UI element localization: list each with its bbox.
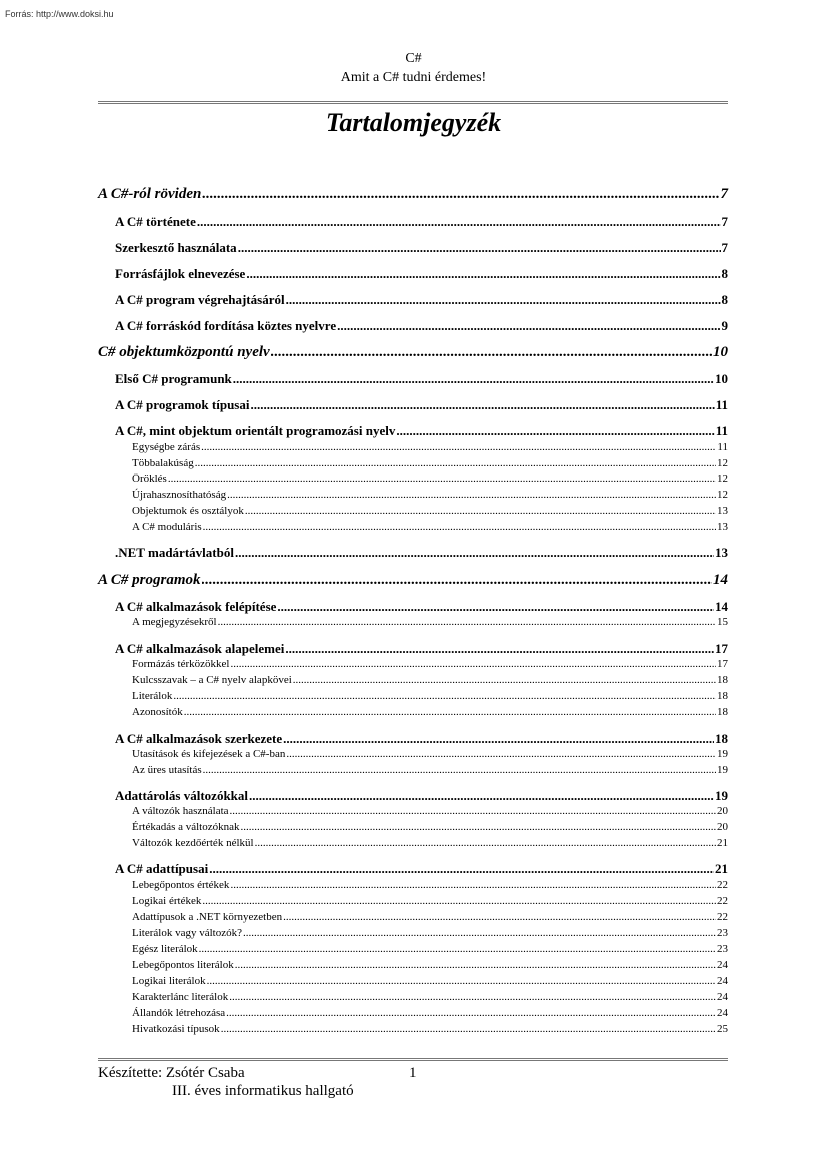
toc-entry[interactable] — [132, 805, 728, 817]
toc-entry-title: A megjegyzésekről — [132, 616, 217, 628]
toc-entry-title: Formázás térközökkel — [132, 658, 230, 670]
toc-entry[interactable] — [115, 599, 728, 615]
toc-entry-title: A C# moduláris — [132, 521, 202, 533]
toc-entry[interactable] — [132, 837, 728, 849]
toc-entry-page: 19 — [715, 788, 728, 803]
toc-leader-dots — [207, 975, 716, 987]
toc-entry-title: Újrahasznosíthatóság — [132, 489, 227, 501]
toc-entry-page: 11 — [717, 441, 728, 453]
toc-entry-page: 23 — [717, 943, 728, 955]
toc-entry-page: 7 — [721, 240, 728, 255]
toc-entry-title: Azonosítók — [132, 706, 183, 718]
toc-leader-dots — [227, 489, 716, 501]
header-subtitle: Amit a C# tudni érdemes! — [340, 70, 487, 85]
toc-entry-title: Egységbe zárás — [132, 441, 201, 453]
toc-entry-title: Lebegőpontos literálok — [132, 959, 234, 971]
toc-leader-dots — [230, 658, 716, 670]
toc-leader-dots — [286, 292, 721, 308]
toc-entry[interactable] — [132, 441, 728, 453]
toc-entry[interactable] — [115, 266, 728, 282]
toc-leader-dots — [173, 690, 716, 702]
toc-entry[interactable] — [132, 706, 728, 718]
toc-entry-page: 18 — [715, 731, 728, 746]
toc-entry[interactable] — [132, 1007, 728, 1019]
toc-leader-dots — [235, 545, 714, 561]
toc-leader-dots — [277, 599, 714, 615]
toc-entry-title: A C#, mint objektum orientált programozási nyelv — [115, 423, 396, 438]
toc-entry[interactable] — [132, 911, 728, 923]
toc-leader-dots — [243, 927, 716, 939]
toc-entry-title: Állandók létrehozása — [132, 1007, 226, 1019]
footer-role: III. éves informatikus hallgató — [172, 1083, 354, 1099]
toc-entry[interactable] — [132, 764, 728, 776]
toc-entry-title: Az üres utasítás — [132, 764, 202, 776]
toc-leader-dots — [255, 837, 716, 849]
toc-entry-page: 20 — [717, 805, 728, 817]
toc-entry-page: 12 — [717, 489, 728, 501]
toc-entry[interactable] — [132, 821, 728, 833]
toc-entry-page: 17 — [715, 641, 728, 656]
toc-leader-dots — [250, 397, 714, 413]
toc-leader-dots — [202, 186, 719, 203]
toc-entry-title: Szerkesztő használata — [115, 240, 237, 255]
toc-entry-page: 10 — [713, 344, 728, 360]
toc-entry[interactable] — [115, 731, 728, 747]
toc-entry-title: Literálok — [132, 690, 173, 702]
toc-leader-dots — [337, 318, 720, 334]
header-title: C# — [405, 51, 422, 66]
toc-entry[interactable] — [132, 943, 728, 955]
toc-entry-title: Értékadás a változóknak — [132, 821, 240, 833]
toc-leader-dots — [197, 214, 721, 230]
toc-entry[interactable] — [132, 748, 728, 760]
toc-leader-dots — [241, 821, 716, 833]
toc-entry[interactable] — [115, 423, 728, 439]
toc-entry-page: 18 — [717, 706, 728, 718]
toc-entry-page: 24 — [717, 991, 728, 1003]
toc-entry-title: A C# alkalmazások szerkezete — [115, 731, 283, 746]
toc-entry[interactable] — [115, 397, 728, 413]
toc-entry-page: 11 — [715, 423, 728, 438]
toc-entry-page: 21 — [715, 861, 728, 876]
toc-entry-page: 14 — [715, 599, 728, 614]
toc-entry-title: Egész literálok — [132, 943, 198, 955]
source-url: Forrás: http://www.doksi.hu — [5, 9, 114, 19]
toc-leader-dots — [249, 788, 714, 804]
toc-leader-dots — [396, 423, 714, 439]
toc-entry-page: 19 — [717, 764, 728, 776]
toc-leader-dots — [246, 266, 720, 282]
toc-entry-page: 13 — [717, 521, 728, 533]
toc-entry-page: 8 — [721, 292, 728, 307]
toc-entry-page: 13 — [717, 505, 728, 517]
toc-entry-title: A C# története — [115, 214, 196, 229]
toc-leader-dots — [230, 805, 716, 817]
toc-entry[interactable] — [98, 572, 728, 589]
toc-entry-title: A C# adattípusai — [115, 861, 209, 876]
toc-entry-title: Forrásfájlok elnevezése — [115, 266, 246, 281]
toc-entry-title: Hivatkozási típusok — [132, 1023, 220, 1035]
toc-entry-title: Lebegőpontos értékek — [132, 879, 230, 891]
toc-entry-page: 22 — [717, 895, 728, 907]
footer-rule — [98, 1058, 728, 1061]
toc-entry[interactable] — [132, 690, 728, 702]
toc-entry-page: 15 — [717, 616, 728, 628]
toc-entry-title: A C# program végrehajtásáról — [115, 292, 285, 307]
toc-entry[interactable] — [115, 641, 728, 657]
toc-leader-dots — [199, 943, 716, 955]
toc-leader-dots — [168, 473, 716, 485]
toc-leader-dots — [203, 521, 716, 533]
toc-entry-title: Első C# programunk — [115, 371, 232, 386]
toc-leader-dots — [226, 1007, 716, 1019]
toc-entry[interactable] — [132, 895, 728, 907]
toc-entry-title: Többalakúság — [132, 457, 194, 469]
toc-entry[interactable] — [132, 991, 728, 1003]
toc-entry-page: 25 — [717, 1023, 728, 1035]
toc-entry[interactable] — [132, 959, 728, 971]
toc-entry-page: 13 — [715, 545, 728, 560]
toc-entry-title: C# objektumközpontú nyelv — [98, 344, 270, 360]
toc-entry-page: 24 — [717, 959, 728, 971]
toc-entry-page: 8 — [721, 266, 728, 281]
toc-entry-title: A C# forráskód fordítása köztes nyelvre — [115, 318, 337, 333]
toc-entry-title: A C# alkalmazások alapelemei — [115, 641, 285, 656]
toc-leader-dots — [184, 706, 716, 718]
toc-entry[interactable] — [115, 292, 728, 308]
toc-entry[interactable] — [132, 505, 728, 517]
toc-entry[interactable] — [132, 616, 728, 628]
toc-leader-dots — [221, 1023, 716, 1035]
toc-entry[interactable] — [132, 674, 728, 686]
toc-entry[interactable] — [98, 186, 728, 203]
toc-entry-title: Adattárolás változókkal — [115, 788, 249, 803]
toc-leader-dots — [238, 240, 721, 256]
toc-leader-dots — [203, 764, 716, 776]
toc-leader-dots — [271, 344, 712, 361]
toc-leader-dots — [293, 674, 716, 686]
toc-leader-dots — [283, 731, 714, 747]
toc-entry[interactable] — [115, 788, 728, 804]
toc-entry[interactable] — [115, 318, 728, 334]
toc-leader-dots — [286, 748, 716, 760]
toc-entry-page: 7 — [720, 186, 728, 202]
toc-entry-title: A C# alkalmazások felépítése — [115, 599, 277, 614]
header-rule — [98, 101, 728, 104]
toc-entry[interactable] — [115, 371, 728, 387]
toc-entry-page: 24 — [717, 1007, 728, 1019]
toc-leader-dots — [283, 911, 716, 923]
toc-leader-dots — [229, 991, 716, 1003]
toc-leader-dots — [218, 616, 716, 628]
toc-entry[interactable] — [132, 879, 728, 891]
toc-entry-title: A C#-ról röviden — [98, 186, 202, 202]
toc-entry[interactable] — [132, 457, 728, 469]
toc-entry-page: 19 — [717, 748, 728, 760]
toc-leader-dots — [195, 457, 716, 469]
toc-entry-title: Logikai literálok — [132, 975, 206, 987]
toc-entry-title: A C# programok típusai — [115, 397, 250, 412]
toc-entry-page: 21 — [717, 837, 728, 849]
toc-entry-title: Literálok vagy változók? — [132, 927, 242, 939]
toc-entry-page: 12 — [717, 473, 728, 485]
toc-entry-title: Utasítások és kifejezések a C#-ban — [132, 748, 286, 760]
toc-leader-dots — [201, 441, 716, 453]
toc-entry[interactable] — [98, 344, 728, 361]
toc-entry-page: 22 — [717, 911, 728, 923]
toc-entry-page: 12 — [717, 457, 728, 469]
toc-entry-page: 9 — [721, 318, 728, 333]
toc-entry-title: Változók kezdőérték nélkül — [132, 837, 254, 849]
toc-leader-dots — [202, 572, 712, 589]
footer-author: Készítette: Zsótér Csaba — [98, 1065, 245, 1081]
toc-entry[interactable] — [132, 927, 728, 939]
toc-entry[interactable] — [115, 240, 728, 256]
toc-entry-page: 18 — [717, 690, 728, 702]
toc-entry-page: 23 — [717, 927, 728, 939]
toc-entry[interactable] — [132, 975, 728, 987]
toc-entry-page: 7 — [721, 214, 728, 229]
toc-entry-title: Karakterlánc literálok — [132, 991, 229, 1003]
toc-leader-dots — [285, 641, 714, 657]
toc-leader-dots — [235, 959, 716, 971]
toc-entry-title: Kulcsszavak – a C# nyelv alapkövei — [132, 674, 292, 686]
toc-entry-title: .NET madártávlatból — [115, 545, 234, 560]
toc-leader-dots — [202, 895, 716, 907]
toc-entry[interactable] — [115, 545, 728, 561]
toc-entry-page: 14 — [713, 572, 728, 588]
toc-entry-title: Adattípusok a .NET környezetben — [132, 911, 283, 923]
page-title: Tartalomjegyzék — [325, 108, 502, 137]
footer-page-number: 1 — [409, 1065, 417, 1081]
toc-entry-title: Öröklés — [132, 473, 167, 485]
toc-entry-page: 18 — [717, 674, 728, 686]
toc-leader-dots — [233, 371, 714, 387]
toc-entry[interactable] — [132, 473, 728, 485]
toc-entry[interactable] — [132, 1023, 728, 1035]
toc-entry-title: Logikai értékek — [132, 895, 202, 907]
toc-leader-dots — [209, 861, 714, 877]
toc-entry-page: 22 — [717, 879, 728, 891]
toc-entry-page: 10 — [715, 371, 728, 386]
toc-entry-title: Objektumok és osztályok — [132, 505, 244, 517]
toc-entry[interactable] — [115, 214, 728, 230]
toc-entry-page: 17 — [717, 658, 728, 670]
toc-entry[interactable] — [132, 521, 728, 533]
toc-entry[interactable] — [115, 861, 728, 877]
toc-entry-title: A változók használata — [132, 805, 229, 817]
toc-leader-dots — [245, 505, 716, 517]
toc-leader-dots — [230, 879, 716, 891]
toc-entry-title: A C# programok — [98, 572, 201, 588]
toc-entry[interactable] — [132, 658, 728, 670]
toc-entry-page: 11 — [715, 397, 728, 412]
toc-entry[interactable] — [132, 489, 728, 501]
toc-entry-page: 20 — [717, 821, 728, 833]
toc-entry-page: 24 — [717, 975, 728, 987]
